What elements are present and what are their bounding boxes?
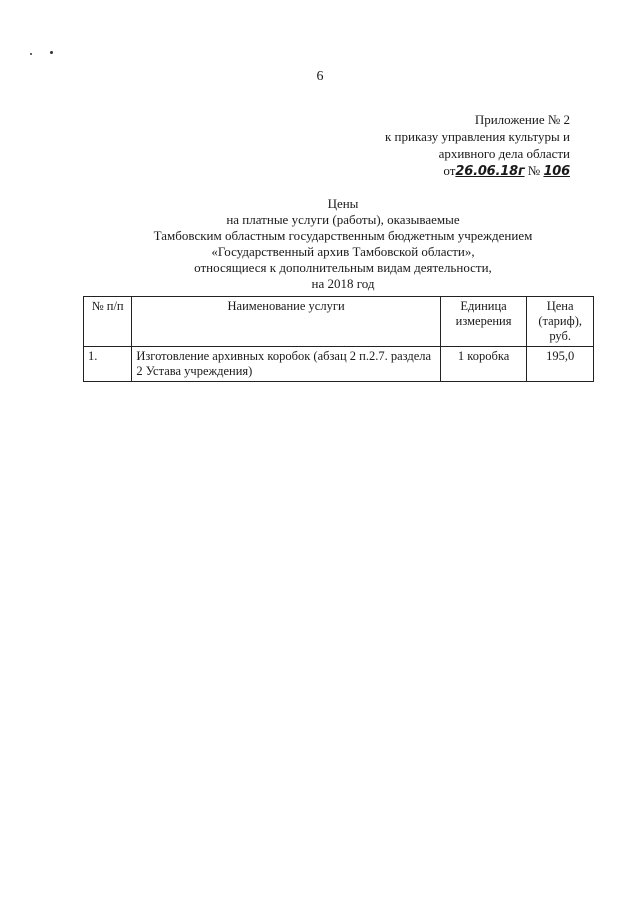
annex-block (330, 111, 570, 180)
heading-title: Цены (327, 196, 359, 211)
heading-line-5: относящиеся к дополнительным видам деятельности, (194, 260, 492, 275)
annex-department-line: архивного дела области (438, 146, 570, 161)
document-heading (0, 196, 640, 292)
header-unit: Единица измерения (440, 297, 526, 347)
table-row (84, 347, 594, 382)
annex-date-number-line (330, 162, 570, 180)
page-number: 6 (316, 69, 324, 84)
cell-price: 195,0 (527, 347, 594, 382)
services-price-table (83, 296, 594, 382)
heading-line-3: Тамбовским областным государственным бюджетным учреждением (153, 228, 533, 243)
cell-service-name: Изготовление архивных коробок (абзац 2 п.2.7. раздела 2 Устава учреждения) (132, 347, 441, 382)
heading-line-6: на 2018 год (311, 276, 375, 291)
cell-unit: 1 коробка (440, 347, 526, 382)
header-num: № п/п (84, 297, 132, 347)
date-prefix: от (443, 163, 456, 178)
table-header-row (84, 297, 594, 347)
number-prefix: № (527, 163, 541, 178)
handwritten-number: 106 (543, 164, 570, 179)
header-service-name: Наименование услуги (132, 297, 441, 347)
heading-line-4: «Государственный архив Тамбовской области», (211, 244, 475, 259)
annex-order-line: к приказу управления культуры и (384, 129, 570, 144)
header-price: Цена (тариф), руб. (527, 297, 594, 347)
annex-title: Приложение № 2 (474, 112, 570, 127)
heading-line-2: на платные услуги (работы), оказываемые (226, 212, 460, 227)
cell-num: 1. (84, 347, 132, 382)
handwritten-date: 26.06.18г (455, 164, 525, 179)
